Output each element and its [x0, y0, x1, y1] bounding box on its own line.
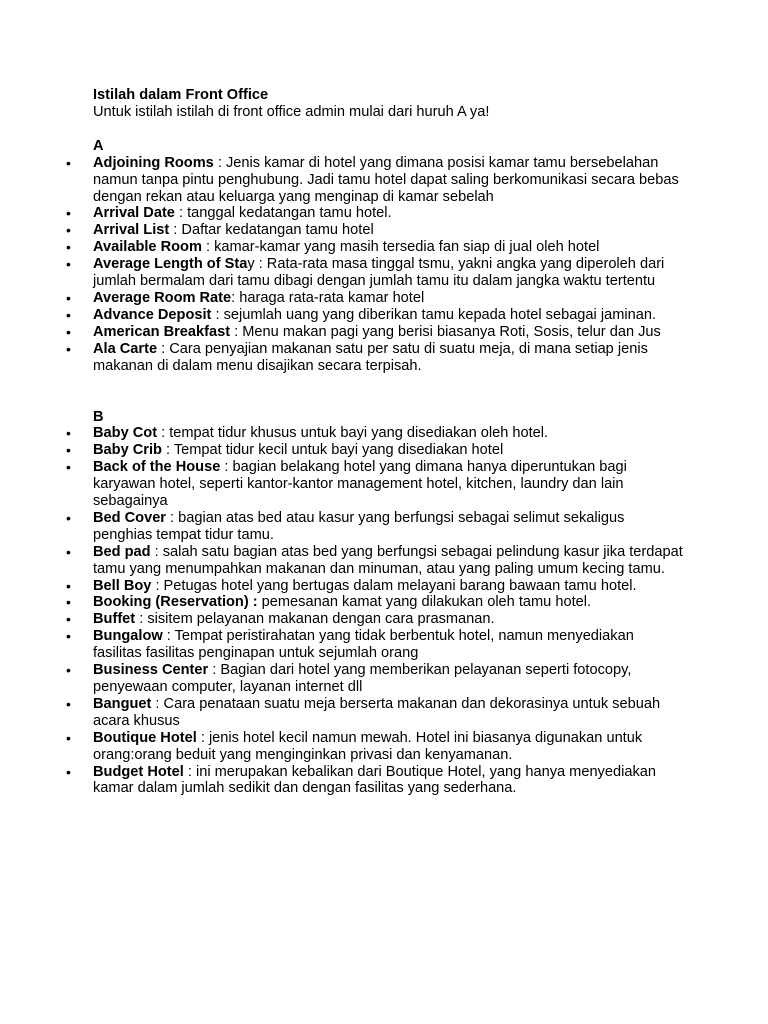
list-item: [66, 763, 683, 798]
term-name: Advance Deposit: [93, 306, 212, 323]
term-definition: : Petugas hotel yang bertugas dalam melayani barang bawaan tamu hotel.: [151, 577, 637, 594]
term-definition: : bagian belakang hotel yang dimana hanya diperuntukan bagi karyawan hotel, seperti kantor-kantor management hotel, kitchen, laundry dan lain sebagainya: [93, 459, 627, 510]
bullet-icon: •: [66, 594, 71, 611]
list-item: [66, 543, 683, 578]
term-list-b: [66, 425, 683, 797]
section-letter-b: B: [93, 408, 104, 425]
term-definition: : haraga rata-rata kamar hotel: [231, 289, 425, 306]
list-item: [66, 628, 683, 662]
list-item: [66, 611, 683, 628]
term-name: Bed Cover: [93, 509, 166, 526]
term-name: American Breakfast: [93, 323, 231, 340]
term-definition: pemesanan kamat yang dilakukan oleh tamu hotel.: [257, 594, 592, 611]
term-name: Baby Crib: [93, 442, 162, 459]
term-name: Banguet: [93, 695, 152, 712]
term-definition: : sisitem pelayanan makanan dengan cara prasmanan.: [135, 611, 495, 628]
term-name: Baby Cot: [93, 425, 158, 442]
term-name: Available Room: [93, 239, 202, 256]
bullet-icon: •: [66, 222, 71, 239]
term-definition: : tempat tidur khusus untuk bayi yang disediakan oleh hotel.: [157, 425, 549, 442]
bullet-icon: •: [66, 154, 71, 171]
term-definition: : Daftar kedatangan tamu hotel: [169, 222, 374, 239]
list-item: [66, 459, 683, 510]
term-list-a: [66, 154, 683, 375]
list-item: [66, 340, 683, 375]
bullet-icon: •: [66, 628, 71, 645]
bullet-icon: •: [66, 543, 71, 560]
bullet-icon: •: [66, 509, 71, 526]
bullet-icon: •: [66, 763, 71, 780]
term-definition: : kamar-kamar yang masih tersedia fan siap di jual oleh hotel: [201, 239, 600, 256]
bullet-icon: •: [66, 459, 71, 476]
term-definition: y : Rata-rata masa tinggal tsmu, yakni angka yang diperoleh dari jumlah bermalam dari tamu dibagi dengan jumlah tamu itu dalam jangka waktu tertentu: [93, 256, 665, 290]
term-name: Budget Hotel: [93, 763, 184, 780]
bullet-icon: •: [66, 695, 71, 712]
term-name: Bungalow: [93, 628, 163, 645]
document-subtitle: Untuk istilah istilah di front office admin mulai dari huruh A ya!: [93, 103, 490, 120]
term-definition: : Jenis kamar di hotel yang dimana posisi kamar tamu bersebelahan namun tanpa pintu penghubung. Jadi tamu hotel dapat saling berkomunikasi secara bebas dengan rekan atau keluarga yang menginap di kamar sebelah: [93, 154, 679, 205]
term-definition: : Menu makan pagi yang berisi biasanya Roti, Sosis, telur dan Jus: [230, 323, 661, 340]
list-item: [66, 205, 683, 222]
bullet-icon: •: [66, 256, 71, 273]
list-item: [66, 695, 683, 730]
list-item: [66, 509, 683, 544]
list-item: [66, 577, 683, 595]
term-name: Bell Boy: [93, 577, 152, 594]
term-name: Boutique Hotel: [93, 729, 197, 746]
list-item: [66, 442, 683, 459]
term-name: Average Room Rate: [93, 289, 232, 306]
bullet-icon: •: [66, 425, 71, 442]
bullet-icon: •: [66, 662, 71, 679]
term-definition: : Cara penyajian makanan satu per satu di suatu meja, di mana setiap jenis makanan di dalam menu disajikan secara terpisah.: [93, 340, 648, 374]
term-name: Adjoining Rooms: [93, 154, 214, 171]
list-item: [66, 222, 683, 239]
bullet-icon: •: [66, 729, 71, 746]
list-item: [66, 239, 683, 256]
term-definition: : bagian atas bed atau kasur yang berfungsi sebagai selimut sekaligus penghias tempat tidur tamu.: [93, 509, 625, 543]
bullet-icon: •: [66, 442, 71, 459]
bullet-icon: •: [66, 306, 71, 323]
term-definition: : Bagian dari hotel yang memberikan pelayanan seperti fotocopy, penyewaan computer, layanan internet dll: [93, 662, 632, 695]
term-definition: : Cara penataan suatu meja berserta makanan dan dekorasinya untuk sebuah acara khusus: [93, 695, 661, 729]
list-item: [66, 306, 683, 324]
term-name: Buffet: [93, 611, 136, 628]
list-item: [66, 154, 683, 206]
bullet-icon: •: [66, 289, 71, 306]
list-item: [66, 662, 683, 696]
term-definition: : tanggal kedatangan tamu hotel.: [174, 205, 392, 222]
term-name: Ala Carte: [93, 340, 158, 357]
term-name: Business Center: [93, 662, 209, 679]
list-item: [66, 289, 683, 307]
term-name: Back of the House: [93, 459, 221, 476]
list-item: [66, 256, 683, 290]
term-definition: : jenis hotel kecil namun mewah. Hotel ini biasanya digunakan untuk orang:orang beduit yang menginginkan privasi dan kenyamanan.: [93, 729, 643, 763]
term-definition: : Tempat tidur kecil untuk bayi yang disediakan hotel: [161, 442, 504, 459]
term-name: Arrival Date: [93, 205, 175, 222]
term-definition: : ini merupakan kebalikan dari Boutique Hotel, yang hanya menyediakan kamar dalam jumlah sedikit dan dengan fasilitas yang sederhana.: [93, 763, 656, 797]
term-definition: : sejumlah uang yang diberikan tamu kepada hotel sebagai jaminan.: [211, 306, 656, 323]
bullet-icon: •: [66, 611, 71, 628]
term-name: Booking (Reservation) :: [93, 594, 258, 611]
bullet-icon: •: [66, 340, 71, 357]
list-item: [66, 729, 683, 764]
bullet-icon: •: [66, 323, 71, 340]
term-name: Average Length of Sta: [93, 256, 248, 273]
term-name: Arrival List: [93, 222, 170, 239]
section-letter-a: A: [93, 137, 104, 154]
bullet-icon: •: [66, 205, 71, 222]
document-page: [66, 87, 683, 797]
term-definition: : salah satu bagian atas bed yang berfungsi sebagai pelindung kasur jika terdapat tamu yang menumpahkan makanan dan minuman, atau yang paling umum kecing tamu.: [93, 543, 683, 577]
document-title: Istilah dalam Front Office: [93, 87, 269, 103]
list-item: [66, 594, 683, 611]
list-item: [66, 425, 683, 442]
term-definition: : Tempat peristirahatan yang tidak berbentuk hotel, namun menyediakan fasilitas fasilitas penginapan untuk sejumlah orang: [93, 628, 634, 662]
list-item: [66, 323, 683, 341]
bullet-icon: •: [66, 577, 71, 594]
bullet-icon: •: [66, 239, 71, 256]
term-name: Bed pad: [93, 543, 151, 560]
